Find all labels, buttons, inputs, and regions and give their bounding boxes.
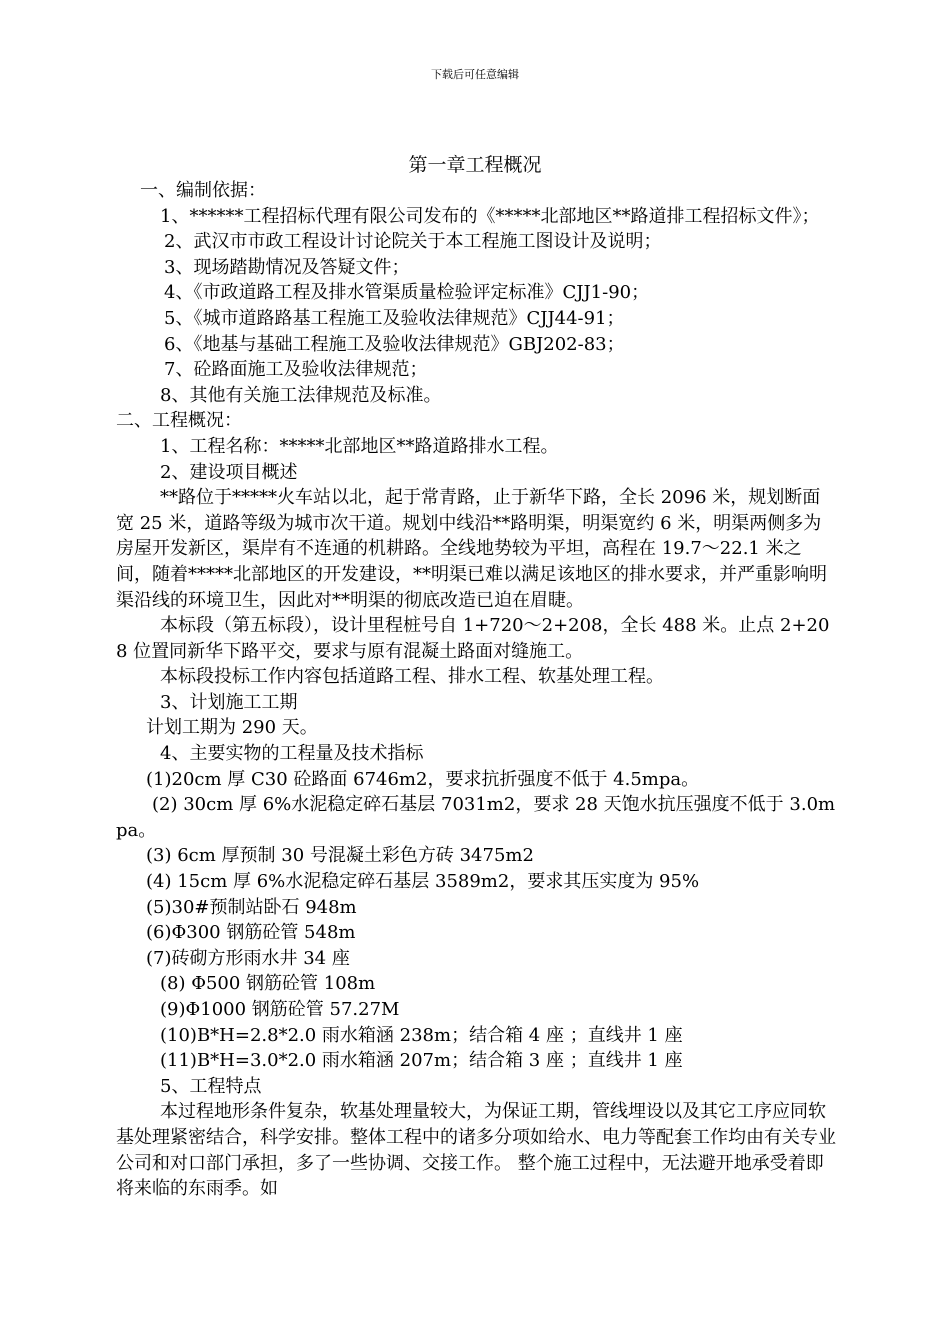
quantity-item: (10)B*H=2.8*2.0 雨水箱涵 238m；结合箱 4 座 ；直线井 1 座 — [160, 1024, 683, 1046]
page-header-note: 下载后可任意编辑 — [431, 68, 519, 81]
basis-item: 5、《城市道路路基工程施工及验收法律规范》CJJ44-91； — [164, 307, 625, 329]
quantity-item: (1)20cm 厚 C30 砼路面 6746m2，要求抗折强度不低于 4.5mpa。 — [146, 768, 700, 790]
subsection-heading: 2、建设项目概述 — [160, 461, 298, 483]
paragraph: 本标段投标工作内容包括道路工程、排水工程、软基处理工程。 — [160, 666, 664, 688]
quantity-item: (2) 30cm 厚 6%水泥稳定碎石基层 7031m2，要求 28 天饱水抗压强度不低于 3.0mpa。 — [116, 794, 836, 841]
section-heading: 一、编制依据： — [140, 180, 266, 201]
document-body — [116, 178, 836, 1202]
basis-item: 1、******工程招标代理有限公司发布的《*****北部地区**路道排工程招标文件》； — [160, 205, 820, 227]
basis-item: 8、其他有关施工法律规范及标准。 — [160, 384, 442, 406]
subsection-heading: 3、计划施工工期 — [160, 691, 298, 713]
basis-item: 6、《地基与基础工程施工及验收法律规范》GBJ202-83； — [164, 333, 625, 355]
paragraph: **路位于*****火车站以北，起于常青路，止于新华下路，全长 2096 米，规划断面宽 25 米，道路等级为城市次干道。规划中线沿**路明渠，明渠宽约 6 米，明渠两侧多为房屋开发新区，渠岸有不连通的机耕路。全线地势较为平坦，高程在 19.7～22.1 米之间，随着*****北部地区的开发建设，**明渠已难以满足该地区的排水要求，并严重影响明渠沿线的环境卫生，因此对**明渠的彻底改造已迫在眉睫。 — [116, 487, 827, 611]
basis-item: 7、砼路面施工及验收法律规范； — [164, 359, 428, 381]
basis-item: 4、《市政道路工程及排水管渠质量检验评定标准》CJJ1-90； — [164, 282, 650, 304]
section-heading: 二、工程概况： — [116, 410, 242, 432]
basis-item: 3、现场踏勘情况及答疑文件； — [164, 256, 410, 278]
paragraph: 计划工期为 290 天。 — [146, 717, 318, 739]
paragraph: 本标段（第五标段），设计里程桩号自 1+720～2+208，全长 488 米。止点 2+208 位置同新华下路平交，要求与原有混凝土路面对缝施工。 — [116, 615, 830, 662]
quantity-item: (4) 15cm 厚 6%水泥稳定碎石基层 3589m2，要求其压实度为 95% — [146, 871, 700, 893]
quantity-item: (3) 6cm 厚预制 30 号混凝土彩色方砖 3475m2 — [146, 845, 534, 867]
quantity-item: (8) Φ500 钢筋砼管 108m — [160, 973, 376, 995]
quantity-item: (6)Φ300 钢筋砼管 548m — [146, 922, 356, 944]
quantity-item: (7)砖砌方形雨水井 34 座 — [146, 947, 350, 969]
quantity-item: (9)Φ1000 钢筋砼管 57.27M — [160, 999, 400, 1020]
chapter-title: 第一章工程概况 — [408, 154, 542, 176]
basis-item: 2、武汉市市政工程设计讨论院关于本工程施工图设计及说明； — [164, 231, 662, 253]
subsection-heading: 4、主要实物的工程量及技术指标 — [160, 743, 424, 765]
project-name: 1、工程名称：*****北部地区**路道路排水工程。 — [160, 435, 559, 457]
paragraph: 本过程地形条件复杂，软基处理量较大，为保证工期，管线埋设以及其它工序应同软基处理紧密结合，科学安排。整体工程中的诸多分项如给水、电力等配套工作均由有关专业公司和对口部门承担，多了一些协调、交接工作。 整个施工过程中，无法避开地承受着即将来临的东雨季。如 — [116, 1101, 836, 1200]
subsection-heading: 5、工程特点 — [160, 1075, 262, 1097]
quantity-item: (5)30#预制站卧石 948m — [146, 896, 357, 918]
quantity-item: (11)B*H=3.0*2.0 雨水箱涵 207m；结合箱 3 座 ；直线井 1 座 — [160, 1050, 683, 1072]
